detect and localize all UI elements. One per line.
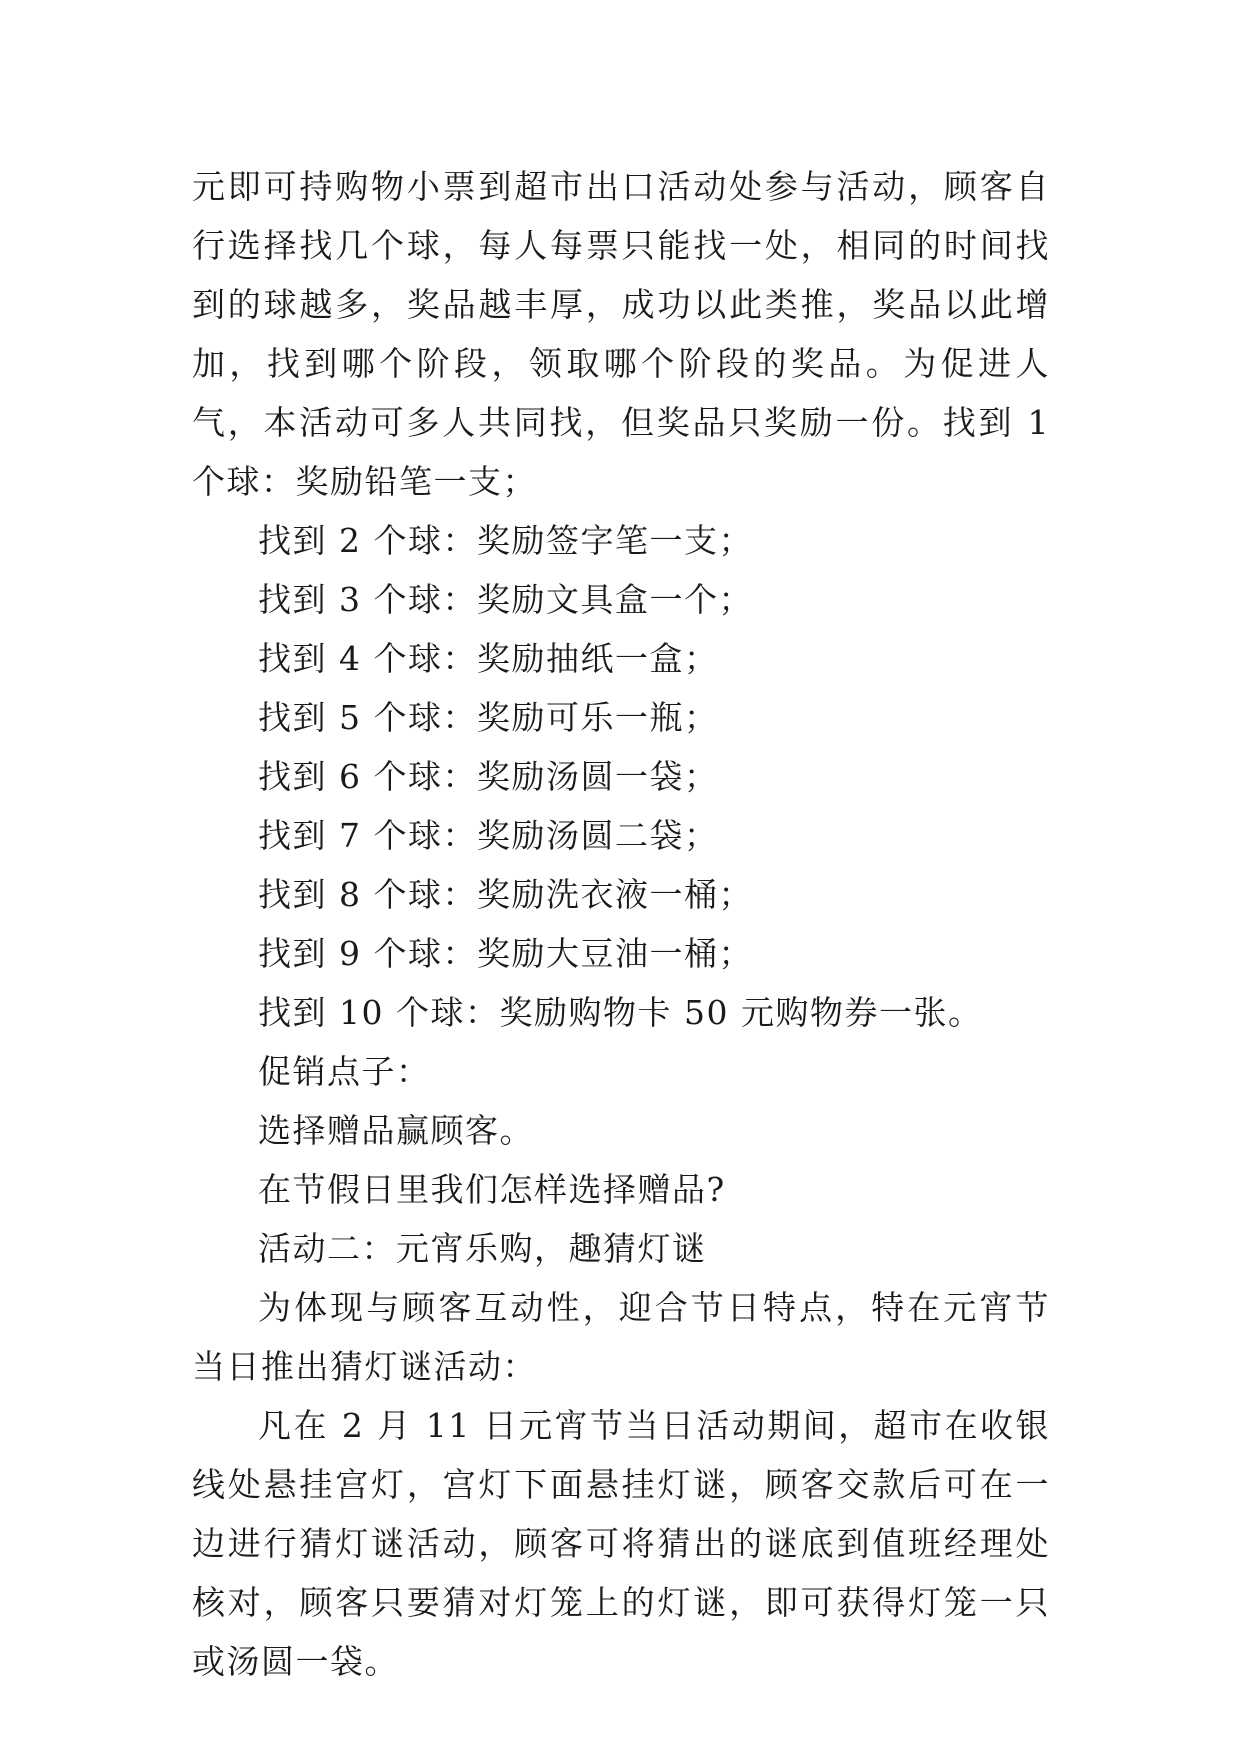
prize-line-4: 找到 4 个球：奖励抽纸一盒；	[258, 639, 719, 678]
prize-line-3: 找到 3 个球：奖励文具盒一个；	[258, 580, 753, 619]
paragraph-activity-two-details: 凡在 2 月 11 日元宵节当日活动期间，超市在收银线处悬挂宫灯，宫灯下面悬挂灯谜，顾客交款后可在一边进行猜灯谜活动，顾客可将猜出的谜底到值班经理处核对，顾客只要猜对灯笼上的灯谜，即可获得灯笼一只或汤圆一袋。	[192, 1406, 1050, 1681]
activity-two-heading: 活动二：元宵乐购，趣猜灯谜	[258, 1229, 707, 1268]
promo-ideas-heading: 促销点子：	[258, 1052, 431, 1091]
prize-line-10: 找到 10 个球：奖励购物卡 50 元购物券一张。	[258, 993, 983, 1032]
prize-line-8: 找到 8 个球：奖励洗衣液一桶；	[258, 875, 753, 914]
prize-line-7: 找到 7 个球：奖励汤圆二袋；	[258, 816, 719, 855]
paragraph-activity-rules: 元即可持购物小票到超市出口活动处参与活动，顾客自行选择找几个球，每人每票只能找一处，相同的时间找到的球越多，奖品越丰厚，成功以此类推，奖品以此增加，找到哪个阶段，领取哪个阶段的奖品。为促进人气，本活动可多人共同找，但奖品只奖励一份。找到 1 个球：奖励铅笔一支；	[192, 167, 1050, 501]
document-body	[192, 157, 1050, 1691]
prize-line-6: 找到 6 个球：奖励汤圆一袋；	[258, 757, 719, 796]
gift-question-line: 在节假日里我们怎样选择赠品?	[258, 1170, 726, 1209]
prize-line-5: 找到 5 个球：奖励可乐一瓶；	[258, 698, 719, 737]
prize-line-9: 找到 9 个球：奖励大豆油一桶；	[258, 934, 753, 973]
prize-line-2: 找到 2 个球：奖励签字笔一支；	[258, 521, 753, 560]
paragraph-activity-two-intro: 为体现与顾客互动性，迎合节日特点，特在元宵节当日推出猜灯谜活动：	[192, 1288, 1050, 1386]
promo-idea-line: 选择赠品赢顾客。	[258, 1111, 534, 1150]
